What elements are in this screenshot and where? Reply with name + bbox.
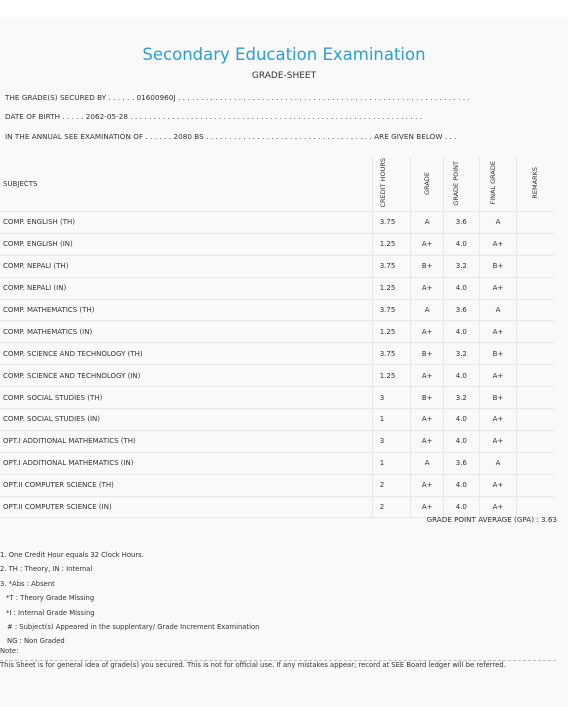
grade-cell: B+ <box>411 387 444 409</box>
remarks-cell <box>517 452 554 474</box>
remarks-cell <box>517 343 554 365</box>
final-grade-cell: B+ <box>479 387 517 409</box>
subject-cell: COMP. ENGLISH (IN) <box>0 233 372 255</box>
footer-note-label: Note: <box>0 647 19 655</box>
table-row <box>0 474 554 496</box>
grade-cell: A+ <box>411 409 444 431</box>
table-row <box>0 277 554 299</box>
notes-list <box>0 548 259 649</box>
table-row <box>0 387 554 409</box>
final-grade-cell: A+ <box>479 233 517 255</box>
gpa-summary: GRADE POINT AVERAGE (GPA) : 3.63 <box>426 515 557 524</box>
credit-hours-cell: 1.25 <box>372 321 411 343</box>
note-item: NG : Non Graded <box>7 637 65 646</box>
symbol-number-line: THE GRADE(S) SECURED BY . . . . . . 01600960J . . . . . . . . . . . . . . . . . . . . . . . . . . . . . . . . . . . . . . . . . . . . . . . . . . . . . . . . . . . . . . . <box>5 93 470 102</box>
grade-point-cell: 4.0 <box>443 277 479 299</box>
credit-hours-cell: 1.25 <box>372 233 411 255</box>
credit-hours-cell: 3.75 <box>372 255 411 277</box>
credit-hours-cell: 3.75 <box>372 299 411 321</box>
credit-hours-cell: 2 <box>372 496 411 518</box>
grade-cell: A+ <box>411 321 444 343</box>
remarks-cell <box>517 299 554 321</box>
note-item: 3. *Abs : Absent <box>0 579 55 588</box>
grade-cell: A+ <box>411 233 444 255</box>
remarks-cell <box>517 365 554 387</box>
note-item: 2. TH : Theory, IN : Internal <box>0 565 93 574</box>
grade-point-cell: 4.0 <box>443 365 479 387</box>
grade-cell: A+ <box>411 496 444 518</box>
remarks-cell <box>517 474 554 496</box>
credit-hours-cell: 1 <box>372 409 411 431</box>
credit-hours-cell: 2 <box>372 474 411 496</box>
subject-cell: COMP. MATHEMATICS (IN) <box>0 321 372 343</box>
grade-point-cell: 3.2 <box>443 255 479 277</box>
final-grade-cell: A+ <box>479 430 517 452</box>
date-of-birth-line: DATE OF BIRTH . . . . . 2062-05-28 . . . . . . . . . . . . . . . . . . . . . . . . . . . . . . . . . . . . . . . . . . . . . . . . . . . . . . . . . . . . . . . <box>5 112 423 121</box>
subject-cell: OPT.I ADDITIONAL MATHEMATICS (IN) <box>0 452 372 474</box>
table-row <box>0 365 554 387</box>
final-grade-cell: B+ <box>479 255 517 277</box>
grade-point-cell: 4.0 <box>443 409 479 431</box>
grade-point-cell: 3.2 <box>443 387 479 409</box>
table-row <box>0 299 554 321</box>
subject-cell: COMP. SOCIAL STUDIES (IN) <box>0 409 372 431</box>
remarks-cell <box>517 233 554 255</box>
subject-cell: COMP. SCIENCE AND TECHNOLOGY (IN) <box>0 365 372 387</box>
table-row <box>0 233 554 255</box>
footer-note-text: This Sheet is for general idea of grade(s) you secured. This is not for official use. If any mistakes appear; record at SEE Board ledger will be referred. <box>0 661 506 669</box>
grade-point-cell: 4.0 <box>443 496 479 518</box>
credit-hours-cell: 3 <box>372 387 411 409</box>
grade-cell: A <box>411 212 444 234</box>
final-grade-cell: A <box>479 299 517 321</box>
grade-point-header: GRADE POINT <box>443 157 479 212</box>
credit-hours-cell: 3.75 <box>372 343 411 365</box>
subject-cell: COMP. ENGLISH (TH) <box>0 212 372 234</box>
credit-hours-cell: 3 <box>372 430 411 452</box>
grade-cell: B+ <box>411 343 444 365</box>
table-header-row <box>0 157 554 212</box>
remarks-cell <box>517 387 554 409</box>
remarks-header: REMARKS <box>517 157 554 212</box>
exam-year-line: IN THE ANNUAL SEE EXAMINATION OF . . . . . . 2080 BS . . . . . . . . . . . . . . . . . . . . . . . . . . . . . . . . . . . . ARE GIVEN BELOW . . . <box>5 132 457 141</box>
table-row <box>0 409 554 431</box>
remarks-cell <box>517 277 554 299</box>
final-grade-cell: A+ <box>479 321 517 343</box>
final-grade-cell: A+ <box>479 496 517 518</box>
grade-cell: A+ <box>411 430 444 452</box>
grade-point-cell: 3.2 <box>443 343 479 365</box>
grade-sheet-heading: GRADE-SHEET <box>251 71 317 81</box>
remarks-cell <box>517 212 554 234</box>
grade-sheet <box>0 18 568 707</box>
exam-title: Secondary Education Examination <box>142 45 426 64</box>
subject-cell: COMP. NEPALI (IN) <box>0 277 372 299</box>
grade-header: GRADE <box>411 157 444 212</box>
subjects-header: SUBJECTS <box>0 157 372 212</box>
grade-point-cell: 4.0 <box>443 233 479 255</box>
subject-cell: COMP. SCIENCE AND TECHNOLOGY (TH) <box>0 343 372 365</box>
remarks-cell <box>517 430 554 452</box>
note-item: *T : Theory Grade Missing <box>6 594 95 603</box>
remarks-cell <box>517 321 554 343</box>
subject-cell: COMP. NEPALI (TH) <box>0 255 372 277</box>
grade-cell: A <box>411 299 444 321</box>
grade-point-cell: 4.0 <box>443 430 479 452</box>
grade-cell: A <box>411 452 444 474</box>
table-row <box>0 430 554 452</box>
grade-point-cell: 3.6 <box>443 452 479 474</box>
grades-table <box>0 157 554 518</box>
final-grade-cell: A <box>479 452 517 474</box>
table-row <box>0 452 554 474</box>
table-row <box>0 255 554 277</box>
credit-hours-header: CREDIT HOURS <box>372 157 411 212</box>
remarks-cell <box>517 255 554 277</box>
final-grade-cell: A+ <box>479 365 517 387</box>
grade-cell: A+ <box>411 365 444 387</box>
subject-cell: OPT.II COMPUTER SCIENCE (IN) <box>0 496 372 518</box>
grade-cell: A+ <box>411 277 444 299</box>
grade-cell: A+ <box>411 474 444 496</box>
note-item: 1. One Credit Hour equals 32 Clock Hours. <box>0 551 144 559</box>
table-row <box>0 343 554 365</box>
credit-hours-cell: 1.25 <box>372 365 411 387</box>
final-grade-cell: A+ <box>479 277 517 299</box>
remarks-cell <box>517 409 554 431</box>
subject-cell: OPT.II COMPUTER SCIENCE (TH) <box>0 474 372 496</box>
final-grade-cell: A+ <box>479 409 517 431</box>
grade-point-cell: 3.6 <box>443 212 479 234</box>
grade-point-cell: 4.0 <box>443 321 479 343</box>
grade-point-cell: 4.0 <box>443 474 479 496</box>
grade-cell: B+ <box>411 255 444 277</box>
note-item: *I : Internal Grade Missing <box>6 608 95 617</box>
subject-cell: OPT.I ADDITIONAL MATHEMATICS (TH) <box>0 430 372 452</box>
grade-point-cell: 3.6 <box>443 299 479 321</box>
credit-hours-cell: 1 <box>372 452 411 474</box>
final-grade-header: FINAL GRADE <box>479 157 517 212</box>
credit-hours-cell: 3.75 <box>372 212 411 234</box>
final-grade-cell: A <box>479 212 517 234</box>
final-grade-cell: A+ <box>479 474 517 496</box>
note-item: # : Subject(s) Appeared in the supplentary/ Grade Increment Examination <box>7 623 260 632</box>
credit-hours-cell: 1.25 <box>372 277 411 299</box>
table-row <box>0 212 554 234</box>
subject-cell: COMP. SOCIAL STUDIES (TH) <box>0 387 372 409</box>
subject-cell: COMP. MATHEMATICS (TH) <box>0 299 372 321</box>
final-grade-cell: B+ <box>479 343 517 365</box>
table-row <box>0 321 554 343</box>
